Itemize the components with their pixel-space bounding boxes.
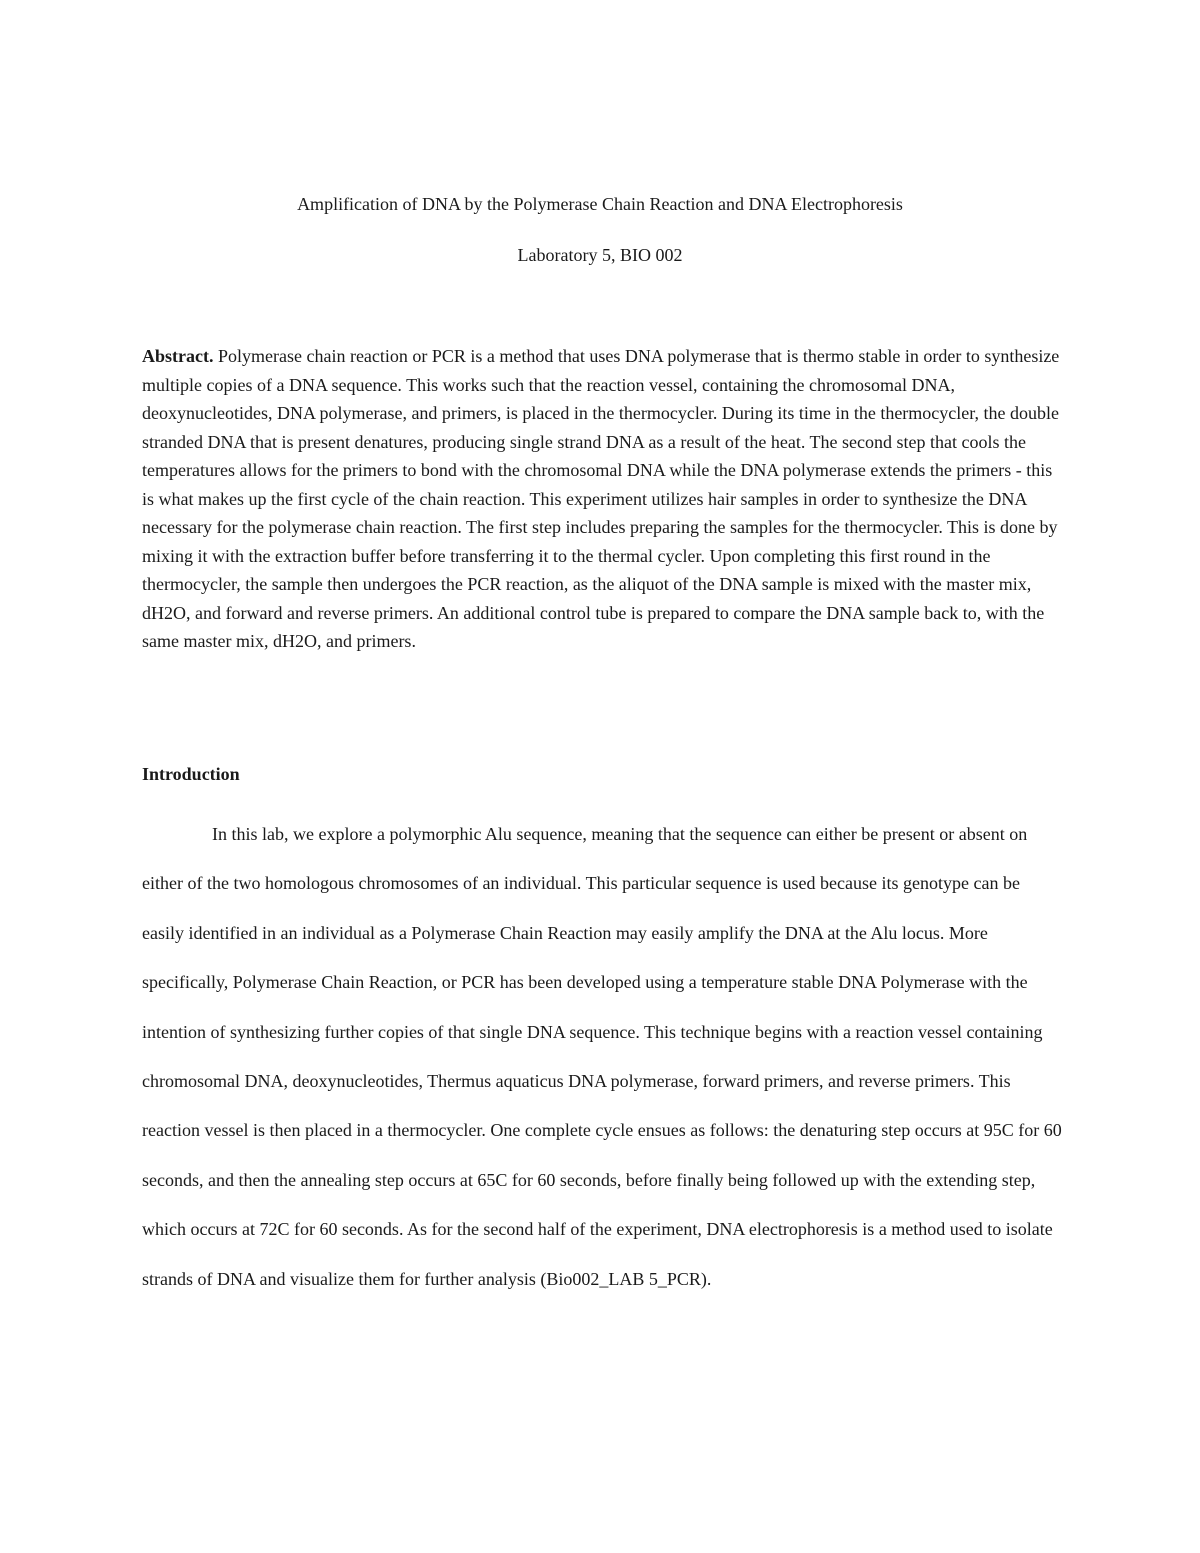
introduction-paragraph: In this lab, we explore a polymorphic Alu sequence, meaning that the sequence can either be present or absent on either of the two homologous chromosomes of an individual. This particular sequence is used because its genotype can be easily identified in an individual as a Polymerase Chain Reaction may easily amplify the DNA at the Alu locus. More specifically, Polymerase Chain Reaction, or PCR has been developed using a temperature stable DNA Polymerase with the intention of synthesizing further copies of that single DNA sequence. This technique begins with a reaction vessel containing chromosomal DNA, deoxynucleotides, Thermus aquaticus DNA polymerase, forward primers, and reverse primers. This reaction vessel is then placed in a thermocycler. One complete cycle ensues as follows: the denaturing step occurs at 95C for 60 seconds, and then the annealing step occurs at 65C for 60 seconds, before finally being followed up with the extending step, which occurs at 72C for 60 seconds. As for the second half of the experiment, DNA electrophoresis is a method used to isolate strands of DNA and visualize them for further analysis (Bio002_LAB 5_PCR). bbox=[142, 824, 1062, 1289]
document-subtitle: Laboratory 5, BIO 002 bbox=[517, 245, 683, 265]
introduction-heading: Introduction bbox=[142, 764, 240, 784]
abstract-label: Abstract. bbox=[142, 346, 214, 366]
document-title: Amplification of DNA by the Polymerase Chain Reaction and DNA Electrophoresis bbox=[297, 194, 903, 214]
abstract-paragraph bbox=[142, 342, 1062, 656]
abstract-text: Polymerase chain reaction or PCR is a method that uses DNA polymerase that is thermo stable in order to synthesize multiple copies of a DNA sequence. This works such that the reaction vessel, containing the chromosomal DNA, deoxynucleotides, DNA polymerase, and primers, is placed in the thermocycler. During its time in the thermocycler, the double stranded DNA that is present denatures, producing single strand DNA as a result of the heat. The second step that cools the temperatures allows for the primers to bond with the chromosomal DNA while the DNA polymerase extends the primers - this is what makes up the first cycle of the chain reaction. This experiment utilizes hair samples in order to synthesize the DNA necessary for the polymerase chain reaction. The first step includes preparing the samples for the thermocycler. This is done by mixing it with the extraction buffer before transferring it to the thermal cycler. Upon completing this first round in the thermocycler, the sample then undergoes the PCR reaction, as the aliquot of the DNA sample is mixed with the master mix, dH2O, and forward and reverse primers. An additional control tube is prepared to compare the DNA sample back to, with the same master mix, dH2O, and primers. bbox=[142, 346, 1060, 651]
